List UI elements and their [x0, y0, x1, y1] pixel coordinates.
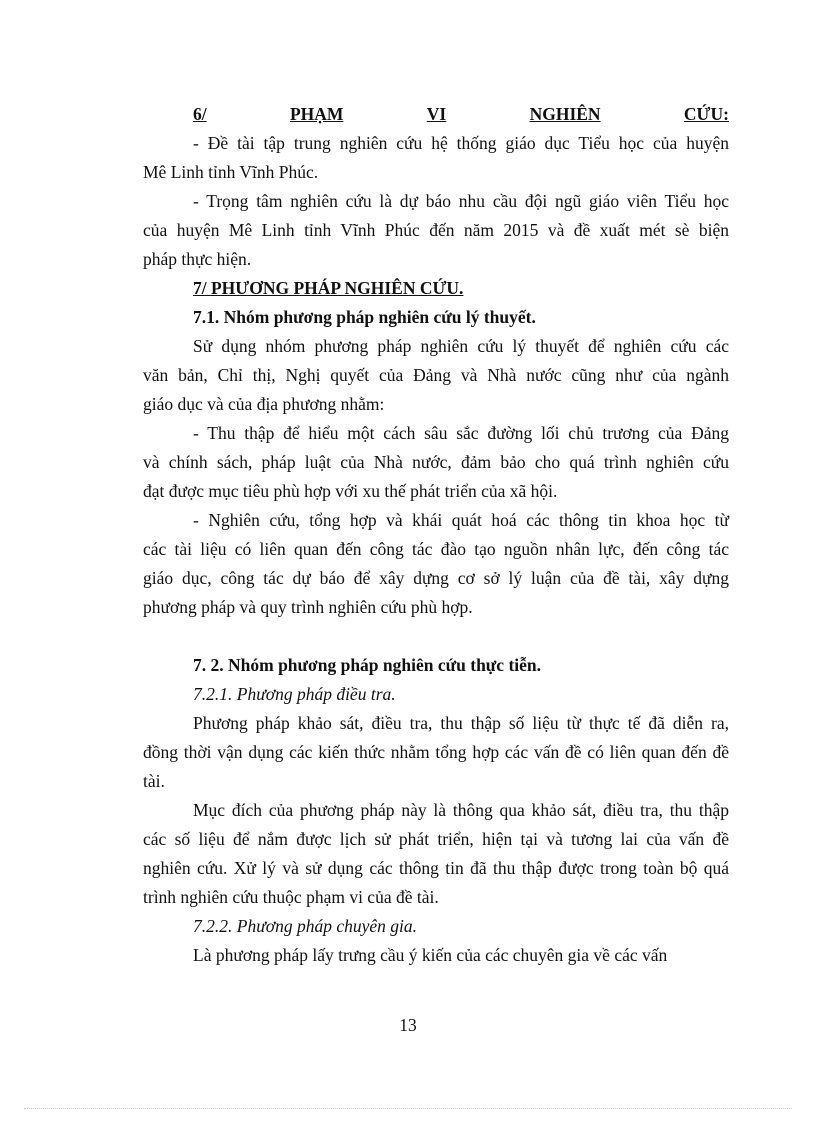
- text-line: - Thu thập để hiểu một cách sâu sắc đường lối chủ trương của Đảng: [193, 423, 729, 443]
- section-7-2-1-heading: 7.2.1. Phương pháp điều tra.: [193, 684, 396, 704]
- text-line: văn bản, Chỉ thị, Nghị quyết của Đảng và Nhà nước cũng như của ngành: [143, 365, 729, 385]
- text-line: pháp thực hiện.: [143, 249, 252, 269]
- section-6-heading: [143, 100, 729, 129]
- page-number: 13: [399, 1015, 417, 1035]
- text-line: đạt được mục tiêu phù hợp với xu thế phát triển của xã hội.: [143, 481, 558, 501]
- scope-paragraph-2: [143, 187, 729, 274]
- section-7-1-heading: 7.1. Nhóm phương pháp nghiên cứu lý thuyết.: [193, 307, 536, 327]
- text-line: Mục đích của phương pháp này là thông qua khảo sát, điều tra, thu thập: [193, 800, 729, 820]
- heading-word: 6/: [193, 104, 207, 124]
- paragraph-gap: [143, 622, 729, 651]
- text-line: giáo dục, công tác dự báo để xây dựng cơ sở lý luận của đề tài, xây dựng: [143, 568, 729, 588]
- scope-paragraph-1: [143, 129, 729, 187]
- theory-paragraph-3: [143, 506, 729, 622]
- text-line: - Nghiên cứu, tổng hợp và khái quát hoá các thông tin khoa học từ: [193, 510, 729, 530]
- heading-word: VI: [426, 104, 447, 124]
- heading-word: CỨU:: [683, 104, 729, 124]
- text-line: nghiên cứu. Xử lý và sử dụng các thông tin đã thu thập được trong toàn bộ quá: [143, 858, 729, 878]
- text-line: Phương pháp khảo sát, điều tra, thu thập số liệu từ thực tế đã diễn ra,: [193, 713, 729, 733]
- text-line: các số liệu để nắm được lịch sử phát triển, hiện tại và tương lai của vấn đề: [143, 829, 729, 849]
- text-line: giáo dục và của địa phương nhằm:: [143, 394, 385, 414]
- page-bottom-divider: [24, 1108, 792, 1109]
- text-line: Sử dụng nhóm phương pháp nghiên cứu lý thuyết để nghiên cứu các: [193, 336, 729, 356]
- text-line: - Trọng tâm nghiên cứu là dự báo nhu cầu đội ngũ giáo viên Tiểu học: [193, 191, 729, 211]
- expert-paragraph-1: [143, 941, 729, 970]
- text-line: của huyện Mê Linh tỉnh Vĩnh Phúc đến năm 2015 và đề xuất mét sè biện: [143, 220, 729, 240]
- survey-paragraph-2: [143, 796, 729, 912]
- section-7-heading: 7/ PHƯƠNG PHÁP NGHIÊN CỨU.: [193, 278, 464, 298]
- text-line: tài.: [143, 771, 165, 791]
- theory-paragraph-2: [143, 419, 729, 506]
- text-line: trình nghiên cứu thuộc phạm vi của đề tài.: [143, 887, 439, 907]
- heading-word: PHẠM: [289, 104, 344, 124]
- theory-paragraph-1: [143, 332, 729, 419]
- section-7-2-heading: 7. 2. Nhóm phương pháp nghiên cứu thực tiễn.: [193, 655, 542, 675]
- survey-paragraph-1: [143, 709, 729, 796]
- page-body: [143, 100, 729, 970]
- text-line: và chính sách, pháp luật của Nhà nước, đảm bảo cho quá trình nghiên cứu: [143, 452, 729, 472]
- heading-word: NGHIÊN: [529, 104, 601, 124]
- text-line: Là phương pháp lấy trưng cầu ý kiến của các chuyên gia về các vấn: [193, 945, 668, 965]
- section-7-2-2-heading: 7.2.2. Phương pháp chuyên gia.: [193, 916, 417, 936]
- text-line: - Đề tài tập trung nghiên cứu hệ thống giáo dục Tiểu học của huyện: [193, 133, 729, 153]
- text-line: đồng thời vận dụng các kiến thức nhằm tổng hợp các vấn đề có liên quan đến đề: [143, 742, 729, 762]
- text-line: các tài liệu có liên quan đến công tác đào tạo nguồn nhân lực, đến công tác: [143, 539, 729, 559]
- text-line: phương pháp và quy trình nghiên cứu phù hợp.: [143, 597, 473, 617]
- text-line: Mê Linh tỉnh Vĩnh Phúc.: [143, 162, 319, 182]
